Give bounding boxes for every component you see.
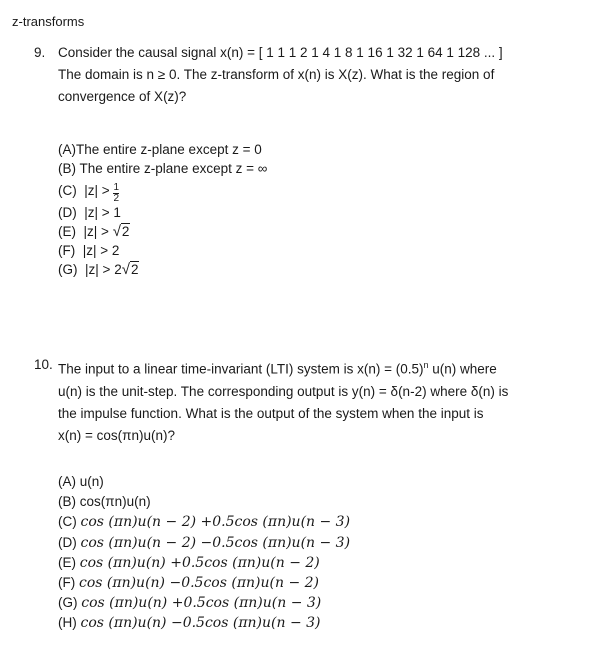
option-text: The entire z-plane except z = 0 (76, 142, 262, 157)
option-b (58, 492, 350, 512)
question-line (58, 354, 574, 381)
question-text (58, 354, 574, 447)
option-g (58, 260, 267, 279)
option-a (58, 140, 267, 159)
question-line: u(n) is the unit-step. The corresponding output is y(n) = δ(n-2) where δ(n) is (58, 383, 509, 399)
option-c (58, 179, 267, 203)
option-text: |z| > 1 (84, 204, 121, 220)
option-text: |z| > 2 (82, 243, 120, 259)
option-label: (G) (58, 262, 78, 278)
question-10-options (58, 472, 350, 634)
option-text: |z| > (85, 262, 111, 278)
option-label: (C) (58, 514, 77, 530)
exponent: n (423, 360, 429, 370)
option-math: cos (πn)u(n − 2) +0.5cos (πn)u(n − 3) (80, 514, 351, 531)
option-text: cos(πn)u(n) (79, 494, 151, 510)
option-label: (E) (58, 554, 76, 570)
option-label: (F) (58, 574, 76, 590)
option-e (58, 553, 350, 573)
question-line-part: u(n) where (428, 361, 497, 377)
radicand: 2 (130, 262, 139, 278)
radicand: 2 (121, 223, 130, 239)
option-label: (G) (58, 595, 78, 611)
radical-sign: √ (121, 261, 130, 279)
option-label: (B) (58, 161, 76, 177)
option-label: (C) (58, 182, 77, 198)
option-text: |z| > (84, 182, 110, 198)
option-label: (E) (58, 223, 76, 239)
radical-sign: √ (112, 222, 121, 240)
page-title: z-transforms (12, 14, 85, 29)
question-9 (34, 42, 574, 108)
option-label: (D) (58, 204, 77, 220)
question-line: x(n) = cos(πn)u(n)? (58, 427, 175, 443)
question-number: 10. (34, 357, 53, 372)
fraction (113, 183, 119, 204)
option-f (58, 241, 267, 260)
option-math: cos (πn)u(n) +0.5cos (πn)u(n − 2) (79, 554, 320, 571)
option-d (58, 533, 350, 553)
question-line: The domain is n ≥ 0. The z-transform of x(n) is X(z). What is the region of (58, 67, 495, 82)
question-9-options (58, 140, 267, 280)
option-math: cos (πn)u(n) +0.5cos (πn)u(n − 3) (81, 595, 322, 612)
square-root (122, 260, 140, 279)
option-f (58, 573, 350, 593)
option-text: |z| > (83, 223, 109, 239)
question-10 (34, 354, 574, 447)
option-label: (D) (58, 534, 77, 550)
option-b (58, 159, 267, 178)
question-line: Consider the causal signal x(n) = [ 1 1 1 2 1 4 1 8 1 16 1 32 1 64 1 128 ... ] (58, 45, 503, 60)
question-line: the impulse function. What is the output of the system when the input is (58, 405, 484, 421)
fraction-denominator: 2 (113, 192, 119, 204)
option-math: cos (πn)u(n) −0.5cos (πn)u(n − 2) (79, 574, 320, 591)
option-text: The entire z-plane except z = ∞ (79, 161, 268, 177)
option-label: (A) (58, 142, 76, 157)
option-d (58, 203, 267, 222)
option-label: (A) (58, 474, 76, 489)
option-a (58, 472, 350, 492)
question-number: 9. (34, 45, 46, 60)
option-math: cos (πn)u(n) −0.5cos (πn)u(n − 3) (80, 615, 321, 632)
fraction-numerator: 1 (113, 181, 119, 193)
option-g (58, 593, 350, 613)
option-label: (H) (58, 615, 77, 631)
question-line: convergence of X(z)? (58, 89, 187, 104)
option-math: cos (πn)u(n − 2) −0.5cos (πn)u(n − 3) (80, 534, 351, 551)
option-label: (F) (58, 243, 76, 259)
square-root (113, 222, 131, 241)
coefficient: 2 (114, 262, 122, 278)
option-text: u(n) (79, 474, 104, 489)
option-label: (B) (58, 494, 76, 510)
question-text (58, 42, 574, 108)
option-h (58, 613, 350, 633)
option-c (58, 512, 350, 532)
question-line-part: The input to a linear time-invariant (LTI) system is x(n) = (0.5) (58, 361, 424, 377)
option-e (58, 222, 267, 241)
